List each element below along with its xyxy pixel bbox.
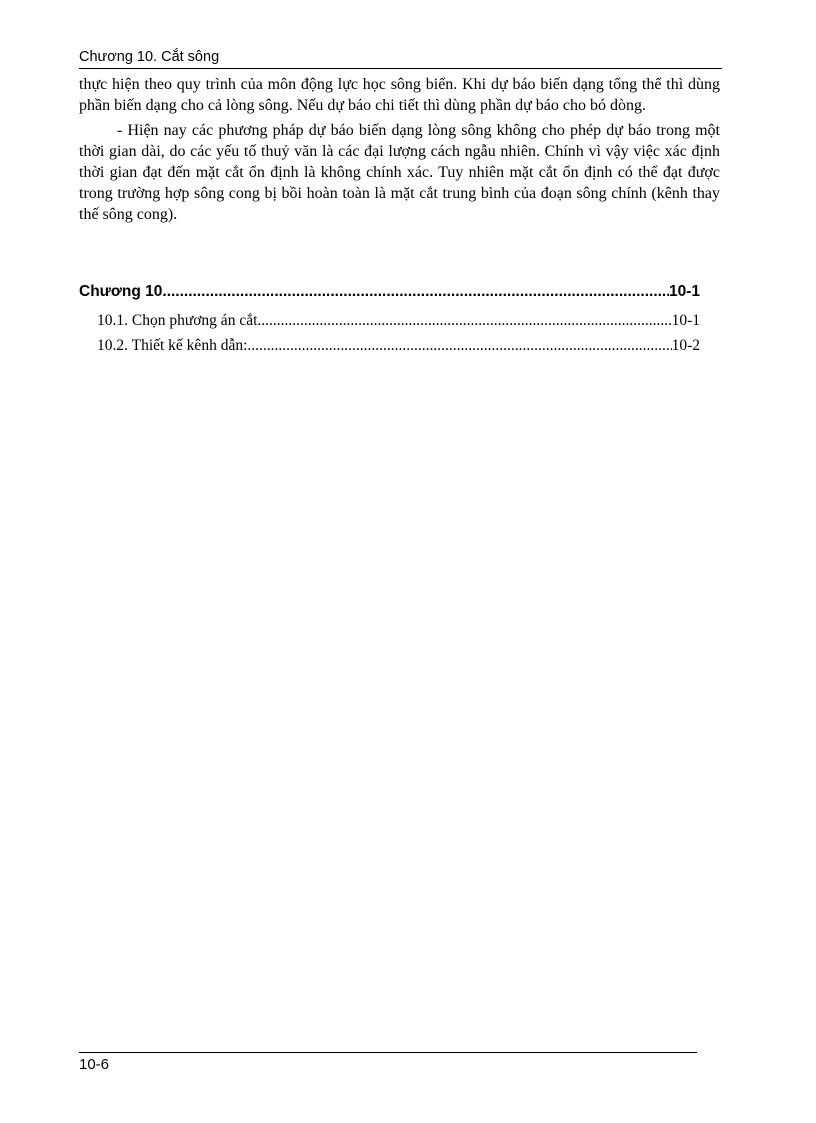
toc-chapter-entry[interactable] <box>79 279 700 304</box>
body-text <box>79 74 720 229</box>
toc-section-page: 10-1 <box>671 312 700 329</box>
page-number: 10-6 <box>79 1056 110 1073</box>
paragraph-forecast-note: - Hiện nay các phương pháp dự báo biến dạng lòng sông không cho phép dự báo trong một thời gian dài, do các yếu tố thuỷ văn là các đại lượng cách ngẫu nhiên. Chính vì vậy việc xác định thời gian đạt đến mặt cắt ổn định là không chính xác. Tuy nhiên mặt cắt ổn định có thể đạt được trong trường hợp sông cong bị bồi hoàn toàn là mặt cắt trung bình của đoạn sông chính (kênh thay thế sông cong). <box>79 122 720 223</box>
table-of-contents <box>79 279 700 358</box>
toc-dot-leader <box>247 333 671 358</box>
running-header <box>79 47 722 69</box>
toc-section-entry[interactable] <box>79 333 700 358</box>
toc-section-label: 10.1. Chọn phương án cắt <box>97 312 258 329</box>
footer-rule <box>79 1052 697 1053</box>
toc-section-entry[interactable] <box>79 308 700 333</box>
toc-chapter-label: Chương 10 <box>79 283 163 300</box>
toc-chapter-page: 10-1 <box>668 283 700 300</box>
toc-dot-leader <box>257 308 671 333</box>
toc-dot-leader <box>162 279 669 304</box>
running-title: Chương 10. Cắt sông <box>79 49 220 65</box>
toc-section-label: 10.2. Thiết kế kênh dẫn: <box>97 337 248 354</box>
toc-section-page: 10-2 <box>671 337 700 354</box>
paragraph-continuation: thực hiện theo quy trình của môn động lực học sông biển. Khi dự báo biến dạng tổng thể thì dùng phần biến dạng cho cả lòng sông. Nếu dự báo chi tiết thì dùng phần dự báo cho bó dòng. <box>79 76 720 114</box>
